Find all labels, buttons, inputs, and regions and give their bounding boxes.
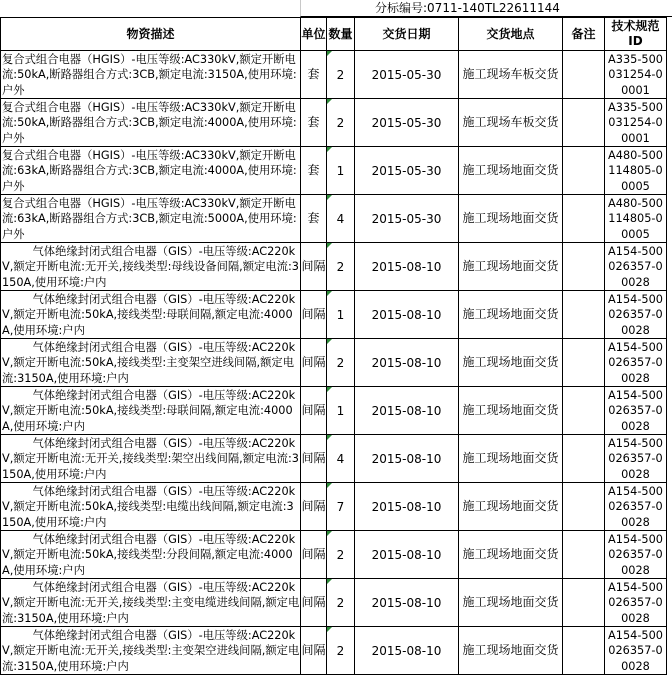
cell-tech-id[interactable] — [605, 291, 667, 339]
header-unit[interactable]: 单位 — [301, 18, 327, 51]
cell-remark[interactable] — [563, 435, 605, 483]
cell-tech-id[interactable] — [605, 99, 667, 147]
cell-remark[interactable] — [563, 147, 605, 195]
desc-text: 气体绝缘封闭式组合电器（GIS）-电压等级:AC220kV,额定开断电流:无开关,接线类型:母线设备间隔,额定电流:3150A,使用环境:户内 — [2, 244, 299, 289]
cell-remark[interactable] — [563, 291, 605, 339]
cell-date[interactable]: 2015-08-10 — [355, 339, 459, 387]
cell-remark[interactable] — [563, 531, 605, 579]
cell-desc[interactable] — [1, 243, 301, 291]
cell-desc[interactable] — [1, 531, 301, 579]
cell-tech-id[interactable] — [605, 531, 667, 579]
cell-tech-id[interactable] — [605, 147, 667, 195]
table-row — [1, 339, 667, 387]
cell-desc[interactable] — [1, 291, 301, 339]
cell-unit[interactable]: 套 — [301, 51, 327, 99]
cell-unit[interactable]: 间隔 — [301, 387, 327, 435]
cell-qty[interactable]: 2 — [327, 627, 355, 675]
cell-date[interactable]: 2015-08-10 — [355, 291, 459, 339]
cell-qty[interactable]: 2 — [327, 579, 355, 627]
table-row — [1, 387, 667, 435]
tech-id-text: A154-500026357-00028 — [608, 628, 663, 673]
cell-tech-id[interactable] — [605, 339, 667, 387]
cell-tech-id[interactable] — [605, 387, 667, 435]
table-body — [1, 51, 667, 675]
cell-unit[interactable]: 间隔 — [301, 291, 327, 339]
sub-number-cell[interactable]: 分标编号:0711-140TL22611144 — [300, 0, 672, 17]
desc-text: 气体绝缘封闭式组合电器（GIS）-电压等级:AC220kV,额定开断电流:无开关,接线类型:架空出线间隔,额定电流:3150A,使用环境:户内 — [2, 436, 299, 481]
cell-date[interactable]: 2015-05-30 — [355, 51, 459, 99]
cell-qty[interactable]: 2 — [327, 51, 355, 99]
cell-date[interactable]: 2015-08-10 — [355, 483, 459, 531]
tech-id-text: A480-500114805-00005 — [608, 196, 663, 241]
header-location[interactable]: 交货地点 — [459, 18, 563, 51]
cell-location[interactable]: 施工现场地面交货 — [459, 387, 563, 435]
desc-text: 复合式组合电器（HGIS）-电压等级:AC330kV,额定开断电流:50kA,断路器组合方式:3CB,额定电流:4000A,使用环境:户外 — [2, 100, 297, 145]
cell-date[interactable]: 2015-08-10 — [355, 243, 459, 291]
cell-desc[interactable] — [1, 99, 301, 147]
cell-location[interactable]: 施工现场地面交货 — [459, 243, 563, 291]
cell-date[interactable]: 2015-05-30 — [355, 99, 459, 147]
header-row — [1, 18, 667, 51]
cell-desc[interactable] — [1, 195, 301, 243]
cell-tech-id[interactable] — [605, 627, 667, 675]
cell-desc[interactable] — [1, 51, 301, 99]
cell-location[interactable]: 施工现场地面交货 — [459, 531, 563, 579]
cell-location[interactable]: 施工现场地面交货 — [459, 339, 563, 387]
cell-desc[interactable] — [1, 579, 301, 627]
cell-location[interactable]: 施工现场地面交货 — [459, 627, 563, 675]
cell-unit[interactable]: 套 — [301, 195, 327, 243]
cell-remark[interactable] — [563, 243, 605, 291]
tech-id-text: A154-500026357-00028 — [608, 532, 663, 577]
desc-text: 气体绝缘封闭式组合电器（GIS）-电压等级:AC220kV,额定开断电流:无开关,接线类型:主变架空进线间隔,额定电流:3150A,使用环境:户内 — [2, 628, 300, 673]
table-row — [1, 147, 667, 195]
table-row — [1, 627, 667, 675]
cell-qty[interactable]: 2 — [327, 99, 355, 147]
cell-date[interactable]: 2015-08-10 — [355, 531, 459, 579]
cell-qty[interactable]: 4 — [327, 435, 355, 483]
table-row — [1, 195, 667, 243]
cell-tech-id[interactable] — [605, 435, 667, 483]
cell-remark[interactable] — [563, 627, 605, 675]
desc-text: 气体绝缘封闭式组合电器（GIS）-电压等级:AC220kV,额定开断电流:50kA,接线类型:分段间隔,额定电流:4000A,使用环境:户内 — [2, 532, 296, 577]
tech-id-text: A154-500026357-00028 — [608, 340, 663, 385]
cell-unit[interactable]: 间隔 — [301, 435, 327, 483]
cell-location[interactable]: 施工现场地面交货 — [459, 483, 563, 531]
cell-tech-id[interactable] — [605, 195, 667, 243]
cell-remark[interactable] — [563, 579, 605, 627]
tech-id-text: A154-500026357-00028 — [608, 292, 663, 337]
cell-unit[interactable]: 间隔 — [301, 339, 327, 387]
cell-remark[interactable] — [563, 51, 605, 99]
top-bar — [0, 0, 672, 17]
cell-unit[interactable]: 间隔 — [301, 579, 327, 627]
cell-desc[interactable] — [1, 147, 301, 195]
table-row — [1, 531, 667, 579]
cell-remark[interactable] — [563, 99, 605, 147]
header-desc[interactable]: 物资描述 — [1, 18, 301, 51]
table-row — [1, 435, 667, 483]
cell-location[interactable]: 施工现场地面交货 — [459, 291, 563, 339]
cell-location[interactable]: 施工现场车板交货 — [459, 99, 563, 147]
cell-remark[interactable] — [563, 483, 605, 531]
tech-id-text: A154-500026357-00028 — [608, 580, 663, 625]
cell-desc[interactable] — [1, 627, 301, 675]
table-row — [1, 99, 667, 147]
table-row — [1, 483, 667, 531]
header-tech-id[interactable]: 技术规范ID — [605, 18, 667, 51]
cell-tech-id[interactable] — [605, 51, 667, 99]
header-qty[interactable]: 数量 — [327, 18, 355, 51]
materials-table — [0, 17, 667, 675]
cell-remark[interactable] — [563, 339, 605, 387]
cell-remark[interactable] — [563, 387, 605, 435]
cell-date[interactable]: 2015-05-30 — [355, 147, 459, 195]
cell-date[interactable]: 2015-08-10 — [355, 435, 459, 483]
desc-text: 气体绝缘封闭式组合电器（GIS）-电压等级:AC220kV,额定开断电流:50kA,接线类型:主变架空进线间隔,额定电流:3150A,使用环境:户内 — [2, 340, 296, 385]
cell-qty[interactable]: 1 — [327, 387, 355, 435]
desc-text: 复合式组合电器（HGIS）-电压等级:AC330kV,额定开断电流:63kA,断路器组合方式:3CB,额定电流:5000A,使用环境:户外 — [2, 196, 297, 241]
table-row — [1, 579, 667, 627]
table-row — [1, 291, 667, 339]
desc-text: 复合式组合电器（HGIS）-电压等级:AC330kV,额定开断电流:50kA,断路器组合方式:3CB,额定电流:3150A,使用环境:户外 — [2, 52, 297, 97]
cell-location[interactable]: 施工现场地面交货 — [459, 435, 563, 483]
cell-qty[interactable]: 7 — [327, 483, 355, 531]
tech-id-text: A335-500031254-00001 — [608, 100, 663, 145]
cell-unit[interactable]: 间隔 — [301, 531, 327, 579]
cell-desc[interactable] — [1, 387, 301, 435]
cell-qty[interactable]: 2 — [327, 339, 355, 387]
cell-qty[interactable]: 1 — [327, 291, 355, 339]
cell-date[interactable]: 2015-05-30 — [355, 195, 459, 243]
cell-desc[interactable] — [1, 483, 301, 531]
cell-location[interactable]: 施工现场车板交货 — [459, 51, 563, 99]
tech-id-text: A154-500026357-00028 — [608, 436, 663, 481]
cell-tech-id[interactable] — [605, 243, 667, 291]
header-remark[interactable]: 备注 — [563, 18, 605, 51]
desc-text: 气体绝缘封闭式组合电器（GIS）-电压等级:AC220kV,额定开断电流:无开关,接线类型:主变电缆进线间隔,额定电流:3150A,使用环境:户内 — [2, 580, 300, 625]
cell-unit[interactable]: 间隔 — [301, 483, 327, 531]
cell-location[interactable]: 施工现场地面交货 — [459, 579, 563, 627]
tech-id-text: A335-500031254-00001 — [608, 52, 663, 97]
desc-text: 气体绝缘封闭式组合电器（GIS）-电压等级:AC220kV,额定开断电流:50kA,接线类型:电缆出线间隔,额定电流:3150A,使用环境:户内 — [2, 484, 296, 529]
cell-location[interactable]: 施工现场地面交货 — [459, 195, 563, 243]
desc-text: 气体绝缘封闭式组合电器（GIS）-电压等级:AC220kV,额定开断电流:50kA,接线类型:母联间隔,额定电流:4000A,使用环境:户内 — [2, 292, 296, 337]
cell-tech-id[interactable] — [605, 483, 667, 531]
table-row — [1, 243, 667, 291]
cell-qty[interactable]: 2 — [327, 243, 355, 291]
cell-date[interactable]: 2015-08-10 — [355, 579, 459, 627]
cell-qty[interactable]: 1 — [327, 147, 355, 195]
cell-unit[interactable]: 间隔 — [301, 627, 327, 675]
cell-date[interactable]: 2015-08-10 — [355, 627, 459, 675]
cell-unit[interactable]: 套 — [301, 99, 327, 147]
table-row — [1, 51, 667, 99]
header-date[interactable]: 交货日期 — [355, 18, 459, 51]
cell-desc[interactable] — [1, 339, 301, 387]
cell-unit[interactable]: 间隔 — [301, 243, 327, 291]
tech-id-text: A154-500026357-00028 — [608, 484, 663, 529]
desc-text: 气体绝缘封闭式组合电器（GIS）-电压等级:AC220kV,额定开断电流:50kA,接线类型:母联间隔,额定电流:4000A,使用环境:户内 — [2, 388, 296, 433]
tech-id-text: A480-500114805-00005 — [608, 148, 663, 193]
cell-qty[interactable]: 4 — [327, 195, 355, 243]
cell-tech-id[interactable] — [605, 579, 667, 627]
cell-desc[interactable] — [1, 435, 301, 483]
tech-id-text: A154-500026357-00028 — [608, 244, 663, 289]
tech-id-text: A154-500026357-00028 — [608, 388, 663, 433]
cell-unit[interactable]: 套 — [301, 147, 327, 195]
cell-remark[interactable] — [563, 195, 605, 243]
cell-location[interactable]: 施工现场地面交货 — [459, 147, 563, 195]
cell-qty[interactable]: 2 — [327, 531, 355, 579]
desc-text: 复合式组合电器（HGIS）-电压等级:AC330kV,额定开断电流:63kA,断路器组合方式:3CB,额定电流:4000A,使用环境:户外 — [2, 148, 297, 193]
cell-date[interactable]: 2015-08-10 — [355, 387, 459, 435]
